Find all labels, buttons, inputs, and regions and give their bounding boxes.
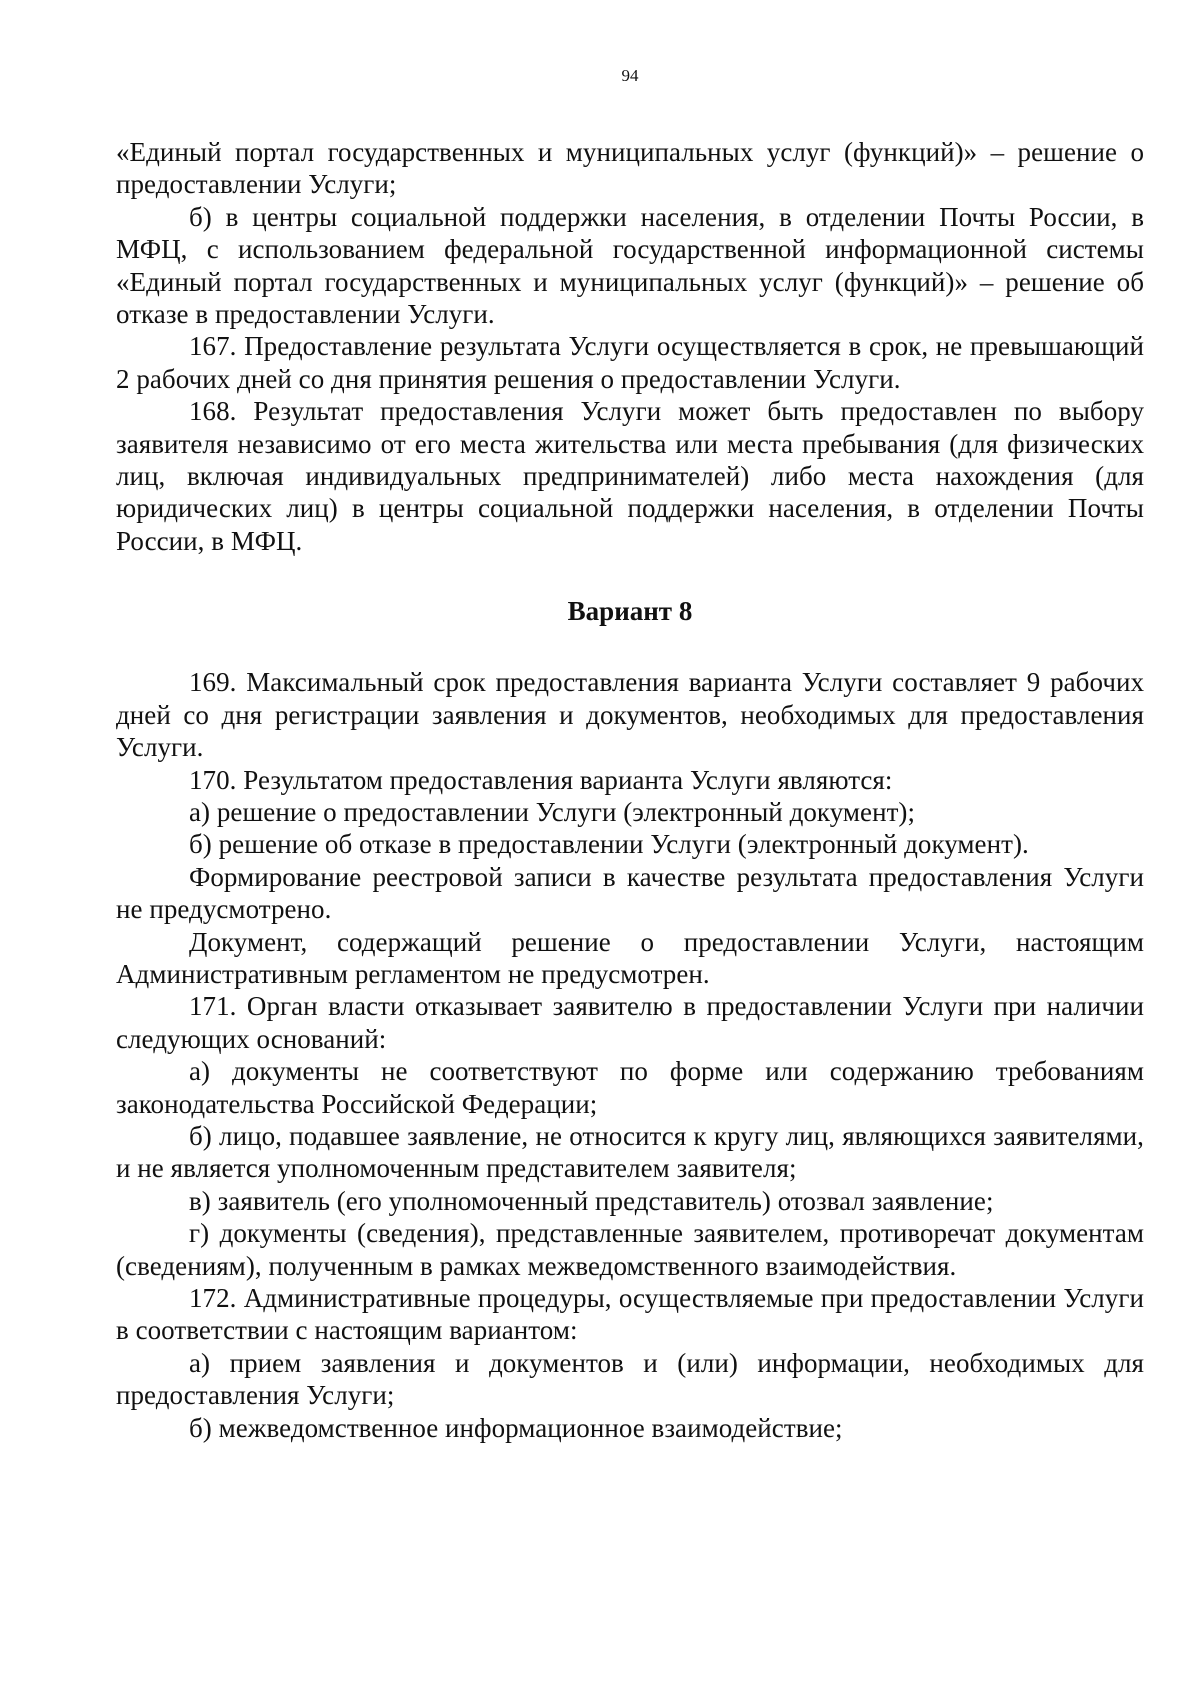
section-heading: Вариант 8: [567, 596, 693, 627]
paragraph: 168. Результат предоставления Услуги может быть предоставлен по выбору заявителя независимо от его места жительства или места пребывания (для физических лиц, включая индивидуальных предпринимателей) либо места нахождения (для юридических лиц) в центры социальной поддержки населения, в отделении Почты России, в МФЦ.: [116, 396, 1144, 556]
section-before: [116, 136, 1144, 557]
paragraph: 171. Орган власти отказывает заявителю в предоставлении Услуги при наличии следующих оснований:: [116, 991, 1144, 1054]
list-item: г) документы (сведения), представленные заявителем, противоречат документам (сведениям), полученным в рамках межведомственного взаимодействия.: [116, 1218, 1144, 1281]
paragraph: 167. Предоставление результата Услуги осуществляется в срок, не превышающий 2 рабочих дней со дня принятия решения о предоставлении Услуги.: [116, 331, 1144, 394]
paragraph: 170. Результатом предоставления варианта Услуги являются:: [189, 764, 893, 795]
list-item: в) заявитель (его уполномоченный представитель) отозвал заявление;: [189, 1185, 994, 1216]
page-number: 94: [621, 66, 639, 85]
list-item: а) решение о предоставлении Услуги (электронный документ);: [189, 796, 916, 827]
paragraph: Формирование реестровой записи в качестве результата предоставления Услуги не предусмотрено.: [116, 861, 1144, 925]
list-item: б) межведомственное информационное взаимодействие;: [189, 1412, 843, 1443]
paragraph: Документ, содержащий решение о предоставлении Услуги, настоящим Административным регламентом не предусмотрен.: [116, 926, 1144, 989]
list-item: а) документы не соответствуют по форме или содержанию требованиям законодательства Российской Федерации;: [116, 1056, 1144, 1119]
section-after: [116, 666, 1144, 1444]
list-item: а) прием заявления и документов и (или) информации, необходимых для предоставления Услуги;: [116, 1347, 1144, 1411]
list-item: б) решение об отказе в предоставлении Услуги (электронный документ).: [189, 829, 1029, 860]
paragraph: «Единый портал государственных и муниципальных услуг (функций)» – решение о предоставлении Услуги;: [116, 137, 1144, 200]
paragraph: 172. Административные процедуры, осуществляемые при предоставлении Услуги в соответствии с настоящим вариантом:: [116, 1283, 1144, 1346]
list-item: б) лицо, подавшее заявление, не относится к кругу лиц, являющихся заявителями, и не является уполномоченным представителем заявителя;: [116, 1120, 1144, 1184]
paragraph: 169. Максимальный срок предоставления варианта Услуги составляет 9 рабочих дней со дня регистрации заявления и документов, необходимых для предоставления Услуги.: [116, 667, 1144, 763]
document-page: [116, 66, 1144, 1444]
paragraph: б) в центры социальной поддержки населения, в отделении Почты России, в МФЦ, с использованием федеральной государственной информационной системы «Единый портал государственных и муниципальных услуг (функций)» – решение об отказе в предоставлении Услуги.: [116, 201, 1144, 330]
